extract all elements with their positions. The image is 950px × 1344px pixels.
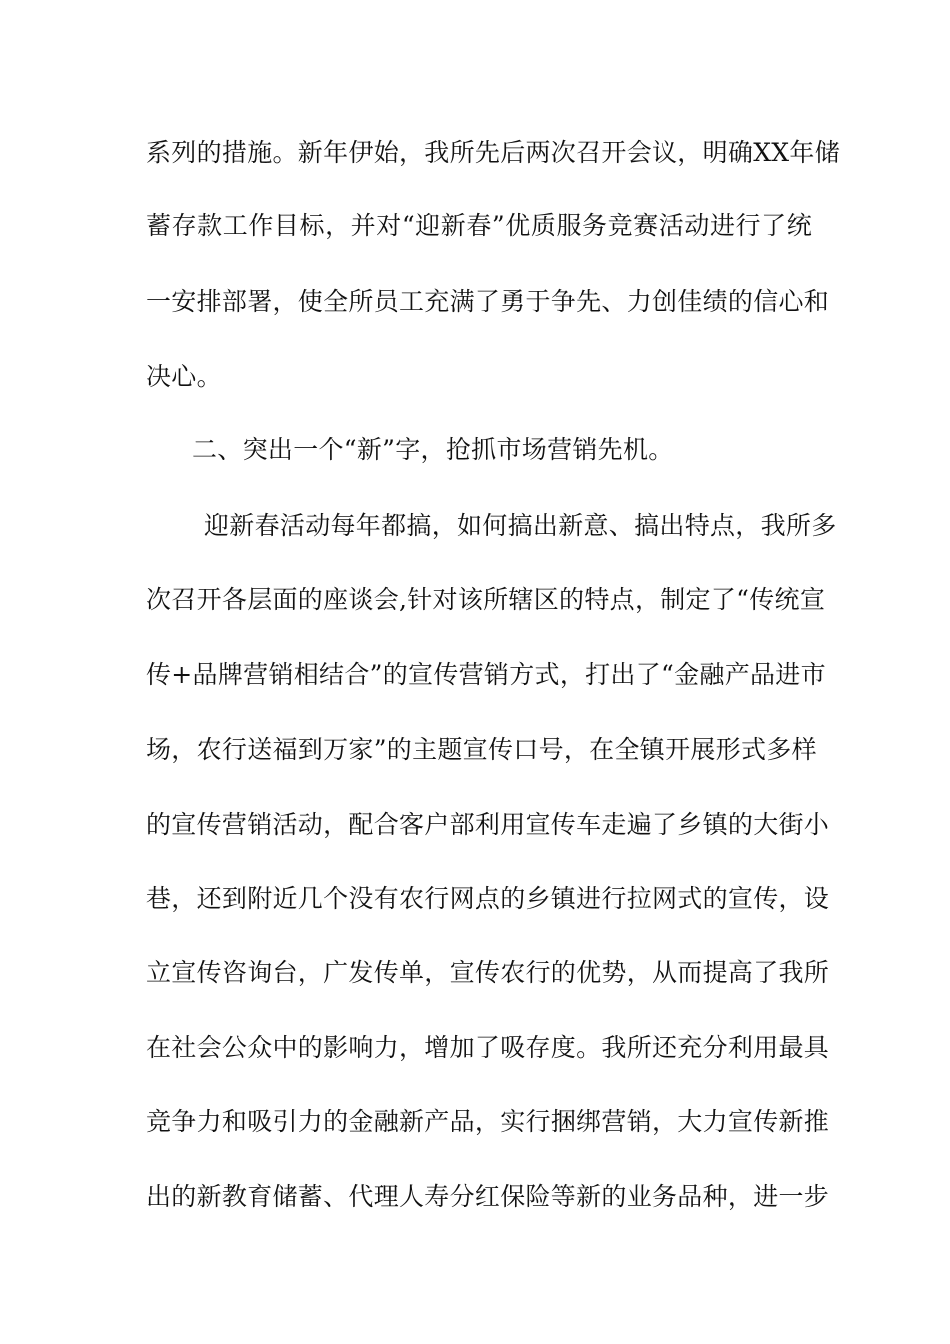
text-line-2: 蓄存款工作目标，并对“迎新春”优质服务竞赛活动进行了统 <box>146 211 812 240</box>
text-line-15: 出的新教育储蓄、代理人寿分红保险等新的业务品种，进一步 <box>146 1182 830 1211</box>
text-line-14: 竞争力和吸引力的金融新产品，实行捆绑营销，大力宣传新推 <box>146 1107 830 1136</box>
text-line-3: 一安排部署，使全所员工充满了勇于争先、力创佳绩的信心和 <box>146 287 830 316</box>
text-line-10: 的宣传营销活动，配合客户部利用宣传车走遍了乡镇的大街小 <box>146 810 830 839</box>
text-line-13: 在社会公众中的影响力，增加了吸存度。我所还充分利用最具 <box>146 1033 830 1062</box>
text-line-8: 传+品牌营销相结合”的宣传营销方式，打出了“金融产品进市 <box>146 660 826 689</box>
text-line-1: 系列的措施。新年伊始，我所先后两次召开会议，明确XX年储 <box>146 138 840 167</box>
text-line-6: 迎新春活动每年都搞，如何搞出新意、搞出特点，我所多 <box>204 511 837 540</box>
text-line-7: 次召开各层面的座谈会,针对该所辖区的特点，制定了“传统宣 <box>146 585 826 614</box>
text-line-12: 立宣传咨询台，广发传单，宣传农行的优势，从而提高了我所 <box>146 958 830 987</box>
text-line-4: 决心。 <box>146 362 222 391</box>
text-line-11: 巷，还到附近几个没有农行网点的乡镇进行拉网式的宣传，设 <box>146 884 830 913</box>
section-heading: 二、突出一个“新”字，抢抓市场营销先机。 <box>192 435 674 464</box>
text-line-9: 场，农行送福到万家”的主题宣传口号，在全镇开展形式多样 <box>146 735 817 764</box>
